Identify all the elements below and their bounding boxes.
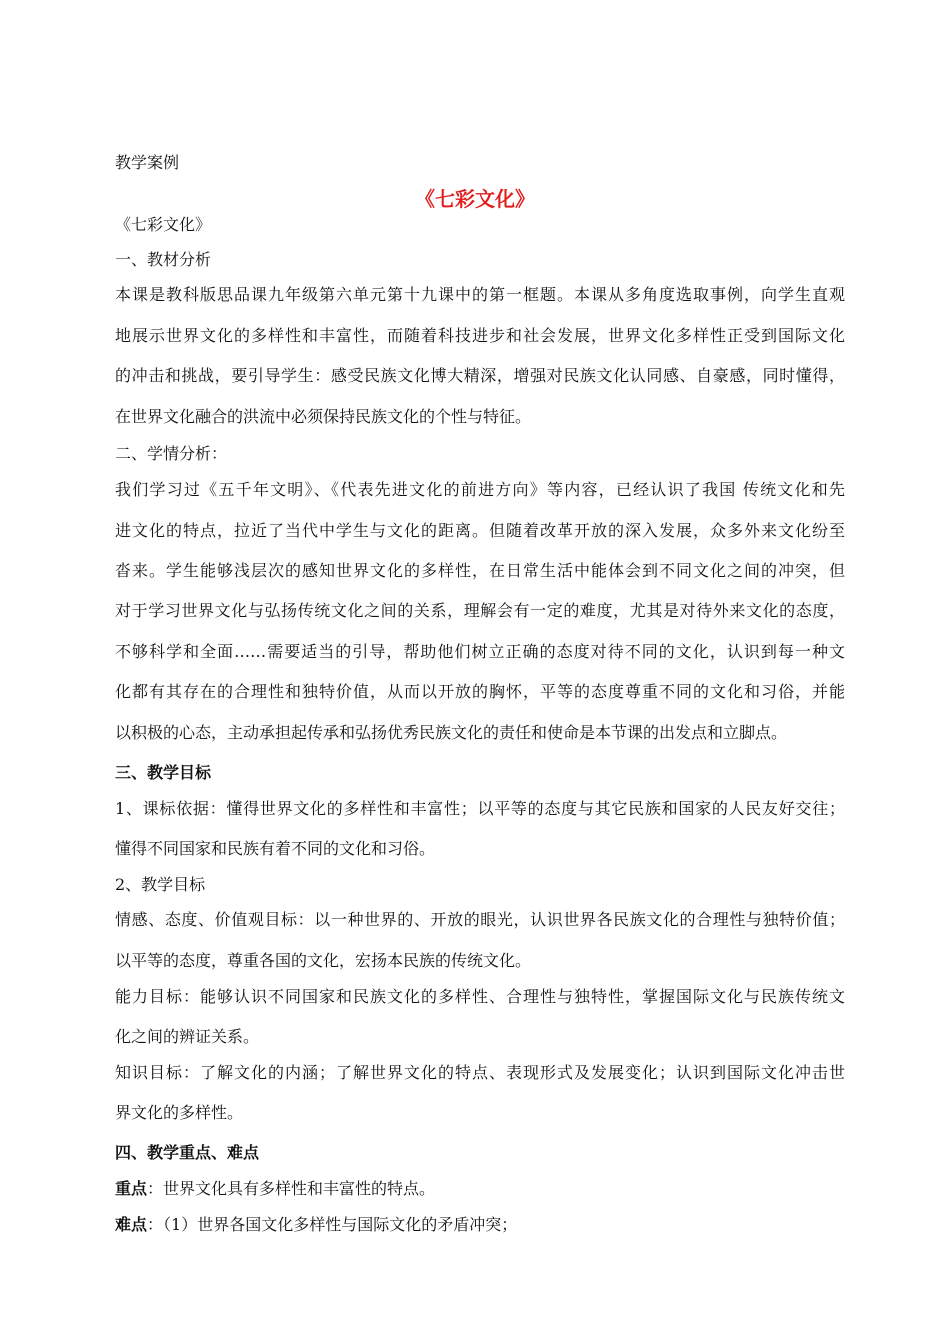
basis-line: 1、课标依据：懂得世界文化的多样性和丰富性；以平等的态度与其它民族和国家的人民友好交往； [115,799,845,818]
section1-line: 的冲击和挑战，要引导学生：感受民族文化博大精深，增强对民族文化认同感、自豪感，同时懂得， [115,366,845,385]
basis-line: 懂得不同国家和民族有着不同的文化和习俗。 [115,839,436,858]
difficulty-label: 难点 [115,1215,148,1234]
ability-goal-line: 化之间的辨证关系。 [115,1027,260,1046]
section3-heading: 三、教学目标 [115,763,212,782]
emotion-goal-line: 以平等的态度，尊重各国的文化，宏扬本民族的传统文化。 [115,951,532,970]
section1-line: 在世界文化融合的洪流中必须保持民族文化的个性与特征。 [115,407,532,426]
key-point-label: 重点 [115,1179,148,1198]
section2-line: 对于学习世界文化与弘扬传统文化之间的关系，理解会有一定的难度，尤其是对待外来文化的态度， [115,601,845,620]
emotion-goal-line: 情感、态度、价值观目标：以一种世界的、开放的眼光，认识世界各民族文化的合理性与独特价值； [115,910,845,929]
section1-heading: 一、教材分析 [115,250,212,269]
knowledge-goal-line: 界文化的多样性。 [115,1103,244,1122]
difficulty-point [115,1214,845,1236]
difficulty-text: ：（1）世界各国文化多样性与国际文化的矛盾冲突； [147,1215,518,1234]
knowledge-goal-line: 知识目标：了解文化的内涵；了解世界文化的特点、表现形式及发展变化；认识到国际文化冲击世 [115,1063,845,1082]
section1-line: 本课是教科版思品课九年级第六单元第十九课中的第一框题。本课从多角度选取事例，向学生直观 [115,285,845,304]
section2-heading: 二、学情分析： [115,444,228,463]
section2-line: 不够科学和全面……需要适当的引导，帮助他们树立正确的态度对待不同的文化，认识到每一种文 [115,642,845,661]
section4-heading: 四、教学重点、难点 [115,1143,260,1162]
key-point [115,1178,845,1200]
ability-goal-line: 能力目标：能够认识不同国家和民族文化的多样性、合理性与独特性，掌握国际文化与民族传统文 [115,987,845,1006]
document-title: 《七彩文化》 [415,187,535,211]
key-point-text: ：世界文化具有多样性和丰富性的特点。 [147,1179,436,1198]
goals-heading: 2、教学目标 [115,875,206,894]
section2-line: 以积极的心态，主动承担起传承和弘扬优秀民族文化的责任和使命是本节课的出发点和立脚点。 [115,723,788,742]
section2-line: 我们学习过《五千年文明》、《代表先进文化的前进方向》等内容，已经认识了我国 传统文化和先 [115,480,845,499]
section2-line: 沓来。学生能够浅层次的感知世界文化的多样性，在日常生活中能体会到不同文化之间的冲突，但 [115,561,845,580]
subtitle: 《七彩文化》 [115,215,212,234]
case-label: 教学案例 [115,153,180,172]
section2-line: 化都有其存在的合理性和独特价值，从而以开放的胸怀，平等的态度尊重不同的文化和习俗，并能 [115,682,845,701]
section1-line: 地展示世界文化的多样性和丰富性，而随着科技进步和社会发展，世界文化多样性正受到国际文化 [115,326,845,345]
section2-line: 进文化的特点，拉近了当代中学生与文化的距离。但随着改革开放的深入发展，众多外来文化纷至 [115,521,845,540]
